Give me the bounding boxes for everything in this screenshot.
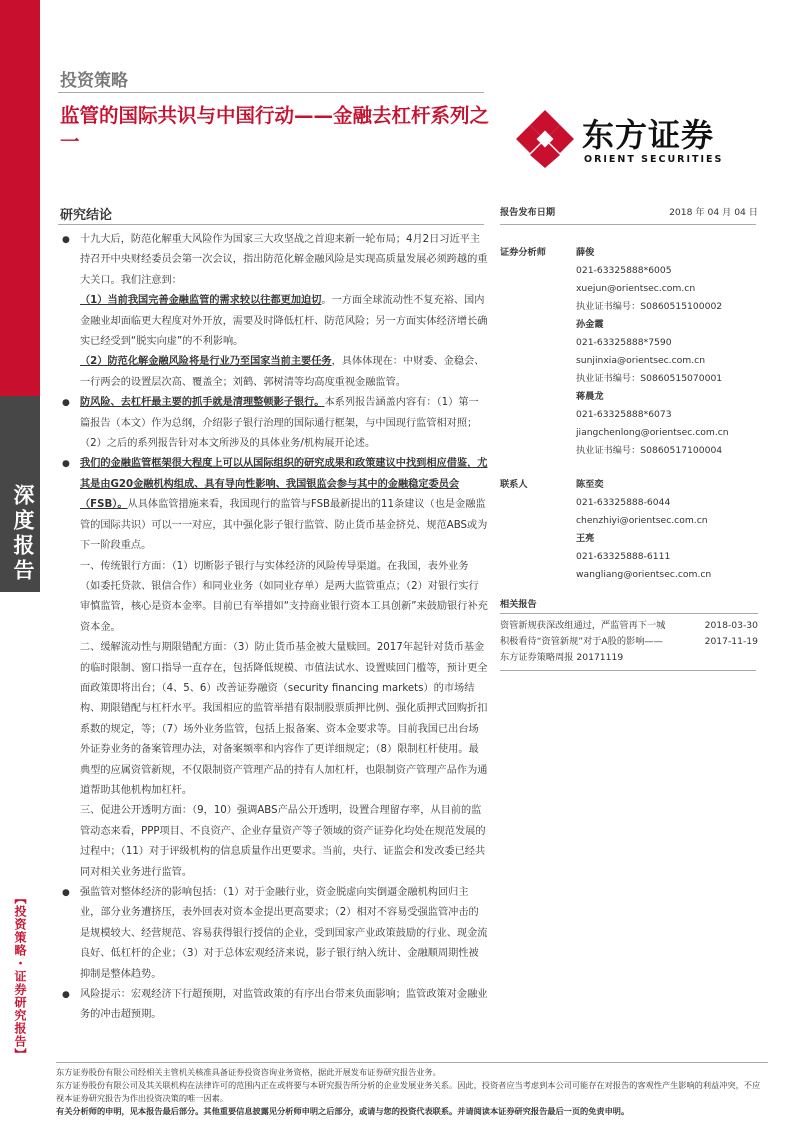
publish-date-row — [500, 204, 758, 222]
analyst-phone: 021-63325888*7590 — [576, 337, 672, 348]
left-bottom-band — [0, 592, 40, 1132]
footer-line: 有关分析师的申明，见本报告最后部分。其他重要信息披露见分析师申明之后部分，或请与您的投资代表联系。并请阅读本证券研究报告最后一页的免责申明。 — [56, 1106, 630, 1116]
contact-list — [576, 476, 711, 584]
analyst-name: 孙金霞 — [576, 319, 604, 330]
paragraph-text: 二、缓解流动性与期限错配方面：（3）防止货币基金被大量赎回。2017年起针对货币基金的临时限制、窗口指导一直存在，包括降低规模、市值法试水、设置赎回门槛等，预计更全面政策即将出台；（4、5、6）改善证券融资（security financing markets）的市场结构、期限错配与杠杆水平。我国相应的监管举措有限制股票质押比例、强化质押式回购折扣系数的规定，等；（7）场外业务监管，包括上报备案、资本金要求等。目前我国已出台场外证券业务的备案管理办法，对备案频率和内容作了更详细规定；（8）限制杠杆使用。最典型的应属资管新规，不仅限制资产管理产品的持有人加杠杆，也限制资产管理产品作为通道帮助其他机构加杠杆。 — [80, 642, 488, 796]
company-logo — [514, 108, 754, 174]
paragraph — [56, 454, 488, 556]
related-reports — [500, 618, 758, 666]
report-title: 监管的国际共识与中国行动——金融去杠杆系列之一 — [60, 104, 490, 153]
related-report-date: 2018-03-30 — [704, 620, 758, 631]
analyst-name: 蒋晨龙 — [576, 391, 604, 402]
left-dark-band — [0, 396, 40, 592]
paragraph-text: 本系列报告涵盖内容有：（1）第一篇报告（本文）作为总纲，介绍影子银行治理的国际通行框架，与中国现行监管相对照；（2）之后的系列报告针对本文所涉及的具体业务/机构展开论述。 — [80, 397, 479, 450]
related-report-title[interactable]: 资管新规获深改组通过，严监管再下一城 — [500, 620, 666, 631]
info-sidebar — [500, 204, 758, 671]
divider — [58, 92, 484, 93]
paragraph-text: 十九大后，防范化解重大风险作为国家三大攻坚战之首迎来新一轮布局；4月2日习近平主持召开中央财经委员会第一次会议，指出防范化解金融风险是实现高质量发展必须跨越的重大关口。我们注意到： — [80, 234, 488, 286]
key-point: （2）防范化解金融风险将是行业乃至国家当前主要任务 — [80, 356, 332, 368]
related-report-title[interactable]: 积极看待“资管新规”对于A股的影响—— — [500, 636, 663, 647]
related-report-date: 2017-11-19 — [704, 636, 758, 647]
paragraph-text: 强监管对整体经济的影响包括：（1）对于金融行业，资金脱虚向实倒逼金融机构回归主业，部分业务遭挤压，表外回表对资本金提出更高要求；（2）相对不容易受强监管冲击的是规模较大、经营规范、容易获得银行授信的企业，受到国家产业政策鼓励的行业、现金流良好、低杠杆的企业；（3）对于总体宏观经济来说，影子银行纳入统计、金融顺周期性被抑制是整体趋势。 — [80, 887, 488, 980]
logo-text-cn: 东方证券 — [582, 116, 715, 154]
related-report-item[interactable] — [500, 634, 758, 650]
paragraph-text: ，具体体现在：中财委、金稳会、一行两会的设置层次高、覆盖全；刘鹤、郭树清等均高度重视金融监管。 — [80, 356, 485, 388]
analyst-phone: 021-63325888*6073 — [576, 409, 672, 420]
logo-text-en: ORIENT SECURITIES — [584, 154, 724, 165]
analyst-name: 薛俊 — [576, 247, 595, 258]
contact-email[interactable]: wangliang@orientsec.com.cn — [576, 569, 712, 580]
related-report-item[interactable] — [500, 650, 758, 666]
divider — [58, 224, 484, 225]
contact-name: 陈至奕 — [576, 479, 604, 490]
contact-email[interactable]: chenzhiyi@orientsec.com.cn — [576, 515, 708, 526]
contacts — [500, 476, 758, 584]
key-point: 我们的金融监管框架很大程度上可以从国际组织的研究成果和政策建议中找到相应借鉴，尤其是由G20金融机构组成、具有导向性影响、我国银监会参与其中的金融稳定委员会（FSB）。 — [80, 458, 488, 511]
contact-name: 王亮 — [576, 533, 595, 544]
analyst-label: 证券分析师 — [500, 247, 546, 258]
analysts — [500, 244, 758, 460]
footer-line: 东方证券股份有限公司经相关主管机关核准具备证券投资咨询业务资格，据此开展发布证券研究报告业务。 — [56, 1067, 441, 1077]
related-reports-heading: 相关报告 — [500, 596, 758, 614]
paragraph-text: 一、传统银行方面：（1）切断影子银行与实体经济的风险传导渠道。在我国，表外业务（如委托贷款、银信合作）和同业业务（如同业存单）是两大监管重点；（2）对银行实行审慎监管，核心是资本金率。目前已有举措如“支持商业银行资本工具创新”来鼓励银行补充资本金。 — [80, 560, 488, 633]
paragraph — [56, 985, 488, 1026]
analyst-cert: 执业证书编号：S0860515070001 — [576, 373, 723, 384]
main-content — [56, 230, 488, 1026]
report-category-label: 【投资策略・证券研究报告】 — [13, 892, 27, 1061]
paragraph — [56, 230, 488, 291]
paragraph-text: 。一方面全球流动性不复充裕、国内金融业却面临更大程度对外开放，需要及时降低杠杆、防范风险；另一方面实体经济增长确实已经受到“脱实向虚”的不利影响。 — [80, 295, 488, 348]
paragraph — [56, 352, 488, 393]
footer-line: 东方证券股份有限公司及其关联机构在法律许可的范围内正在或将要与本研究报告所分析的企业发展业务关系。因此，投资者应当考虑到本公司可能存在对报告的客观性产生影响的利益冲突，不应视本证券研究报告为作出投资决策的唯一因素。 — [56, 1080, 761, 1103]
analyst-list — [576, 244, 729, 460]
left-red-band — [0, 0, 40, 396]
disclaimer-footer — [56, 1062, 768, 1118]
report-type-label: 深度报告 — [11, 484, 35, 584]
analyst-email[interactable]: xuejun@orientsec.com.cn — [576, 283, 696, 294]
conclusion-heading: 研究结论 — [60, 208, 113, 223]
analyst-email[interactable]: sunjinxia@orientsec.com.cn — [576, 355, 706, 366]
related-report-title[interactable]: 东方证券策略周报 20171119 — [500, 652, 624, 663]
related-report-item[interactable] — [500, 618, 758, 634]
analyst-cert: 执业证书编号：S0860517100004 — [576, 445, 723, 456]
paragraph — [56, 557, 488, 639]
paragraph-text: 三、促进公开透明方面：（9，10）强调ABS产品公开透明，设置合理留存率，从目前的监管动态来看，PPP项目、不良资产、企业存量资产等子领域的资产证券化均处在规范发展的过程中；（11）对于评级机构的信息质量作出更要求。当前，央行、证监会和发改委已经共同对相关业务进行监管。 — [80, 805, 486, 878]
contact-phone: 021-63325888-6044 — [576, 497, 671, 508]
paragraph — [56, 801, 488, 883]
paragraph — [56, 291, 488, 352]
logo-mark-icon — [514, 108, 576, 170]
paragraph-text: 从具体监管措施来看，我国现行的监管与FSB最新提出的11条建议（也是金融监管的国际共识）可以一一对应，其中强化影子银行监管、防止货币基金挤兑、规范ABS或为下一阶段重点。 — [80, 499, 488, 552]
paragraph-text: 风险提示：宏观经济下行超预期，对监管政策的有序出台带来负面影响；监管政策对金融业务的冲击超预期。 — [80, 989, 488, 1021]
divider — [500, 670, 756, 671]
paragraph — [56, 638, 488, 801]
analyst-email[interactable]: jiangchenlong@orientsec.com.cn — [576, 427, 729, 438]
section-label: 投资策略 — [60, 71, 128, 91]
contact-phone: 021-63325888-6111 — [576, 551, 671, 562]
paragraph — [56, 393, 488, 454]
key-point: 防风险、去杠杆最主要的抓手就是清理整顿影子银行。 — [80, 397, 325, 409]
publish-date-label: 报告发布日期 — [500, 207, 556, 218]
key-point: （1）当前我国完善金融监管的需求较以往都更加迫切 — [80, 295, 322, 307]
analyst-phone: 021-63325888*6005 — [576, 265, 672, 276]
contact-label: 联系人 — [500, 479, 528, 490]
publish-date-value: 2018 年 04 月 04 日 — [669, 207, 758, 218]
analyst-cert: 执业证书编号：S0860515100002 — [576, 301, 723, 312]
paragraph — [56, 883, 488, 985]
